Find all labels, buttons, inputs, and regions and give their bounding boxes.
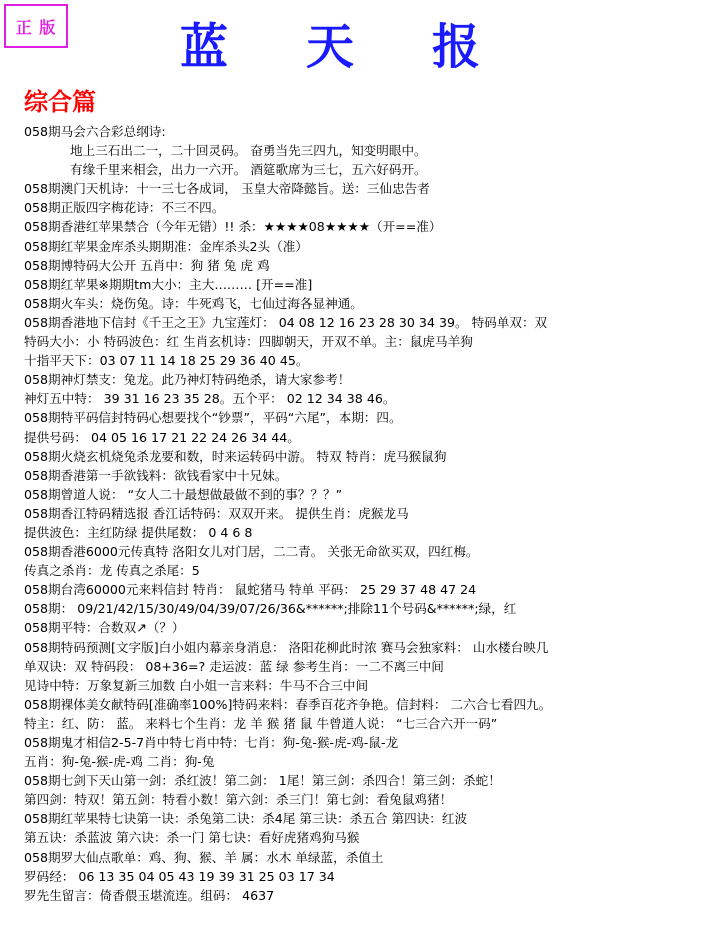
text-line: 058期澳门天机诗：十一三七各成词， 玉皇大帝降懿旨。送：三仙忠告者 [24,181,430,197]
text-line: 058期马会六合彩总纲诗: [24,124,166,139]
text-line: 058期特平码信封特码心想要找个“钞票”，平码“六尾”，本期：四。 [24,410,402,426]
text-line: 058期红苹果特七诀第一诀：杀兔第二诀：杀4尾 第三诀：杀五合 第四诀：红波 [24,811,468,827]
text-line: 传真之杀肖：龙 传真之杀尾：5 [24,563,200,579]
text-line: 058期正版四字梅花诗：不三不四。 [24,200,225,216]
masthead-char-2: 天 [305,19,354,75]
text-line: 058期香港第一手欲钱料：欲钱看家中十兄妹。 [24,467,288,483]
text-line: 罗码经： 06 13 35 04 05 43 19 39 31 25 03 17 34 [24,868,335,884]
text-line: 有缘千里来相会，出力一六开。 酒筵歌席为三七，五六好码开。 [70,162,427,178]
text-line: 058期火车头：烧伤兔。诗：牛死鸡飞，七仙过海各显神通。 [24,295,363,311]
text-line: 058期红苹果金库杀头期期准：金库杀头2头（准） [24,238,308,254]
masthead-char-1: 蓝 [180,19,229,75]
text-line: 058期香江特码精选报 香江话特码：双双开来。 提供生肖：虎猴龙马 [24,505,409,521]
text-line: 058期香港6000元传真特 洛阳女儿对门居，二二青。 关张无命欲买双，四红梅。 [24,544,479,560]
section-title: 综合篇 [24,87,96,116]
text-line: 见诗中特：万象复新三加数 白小姐一言来料：牛马不合三中间 [24,677,369,693]
text-line: 提供号码： 04 05 16 17 21 22 24 26 34 44。 [24,429,300,445]
text-line: 地上三石出二一，二十回灵码。 奋勇当先三四九，知变明眼中。 [70,143,427,159]
text-line: 第四剑：特双！第五剑：特看小数！第六剑：杀三门！第七剑：看兔鼠鸡猪！ [24,792,453,808]
text-line: 罗先生留言：倚香偎玉堪流连。组码： 4637 [24,887,275,903]
text-line: 神灯五中特： 39 31 16 23 35 28。五个平： 02 12 34 38 46。 [24,391,396,407]
text-line: 058期平特：合数双↗（？） [24,620,185,636]
text-line: 058期香港红苹果禁合（今年无错）!! 杀：★★★★08★★★★（开==准） [24,219,442,235]
text-line: 058期博特码大公开 五肖中：狗 猪 兔 虎 鸡 [24,257,270,273]
text-line: 058期火烧玄机烧兔杀龙要和数，时来运转码中游。 特双 特肖：虎马猴鼠狗 [24,448,447,464]
text-line: 058期七剑下天山第一剑：杀红波！第二剑： 1尾！第三剑：杀四合！第三剑：杀蛇！ [24,773,501,789]
text-line: 第五诀：杀蓝波 第六诀：杀一门 第七诀：看好虎猪鸡狗马猴 [24,830,360,846]
text-line: 058期曾道人说： “女人二十最想做最做不到的事？？？” [24,486,343,502]
text-line: 058期裸体美女献特码[准确率100%]特码来料：春季百花齐争艳。信封料： 二六合七看四九。 [24,696,552,712]
newspaper-masthead [180,18,480,76]
masthead-char-3: 报 [431,19,480,75]
article-body [24,122,704,905]
text-line: 单双诀：双 特码段： 08+36=? 走运波：蓝 绿 参考生肖：一二不离三中间 [24,658,444,674]
genuine-edition-badge: 正 版 [4,4,68,48]
text-line: 058期神灯禁支：兔龙。此乃神灯特码绝杀，请大家参考！ [24,372,351,388]
text-line: 五肖：狗-兔-猴-虎-鸡 二肖：狗-兔 [24,754,215,770]
text-line: 058期罗大仙点歌单：鸡、狗、猴、羊 属：水木 单绿蓝，杀值土 [24,849,384,865]
text-line: 058期特码预测[文字版]白小姐内幕亲身消息： 洛阳花柳此时浓 赛马会独家料： 山水楼台映几 [24,639,549,655]
text-line: 058期香港地下信封《千王之王》九宝莲灯： 04 08 12 16 23 28 30 34 39。 特码单双：双 [24,314,548,330]
text-line: 特码大小：小 特码波色：红 生肖玄机诗：四脚朝天，开双不单。主：鼠虎马羊狗 [24,334,473,350]
text-line: 058期： 09/21/42/15/30/49/04/39/07/26/36&******;排除11个号码&******;绿，红 [24,601,517,617]
text-line: 提供波色：主红防绿 提供尾数： 0 4 6 8 [24,524,253,540]
text-line: 058期红苹果※期期tm大小：主大……… [开==准] [24,276,313,292]
text-line: 特主：红、防： 蓝。 来料七个生肖：龙 羊 猴 猪 鼠 牛曾道人说： “七三合六开一码” [24,715,498,731]
text-line: 058期台湾60000元来料信封 特肖： 鼠蛇猪马 特单 平码： 25 29 37 48 47 24 [24,582,477,598]
text-line: 十指平天下：03 07 11 14 18 25 29 36 40 45。 [24,353,309,369]
text-line: 058期鬼才相信2-5-7肖中特七肖中特：七肖：狗-兔-猴-虎-鸡-鼠-龙 [24,735,399,750]
